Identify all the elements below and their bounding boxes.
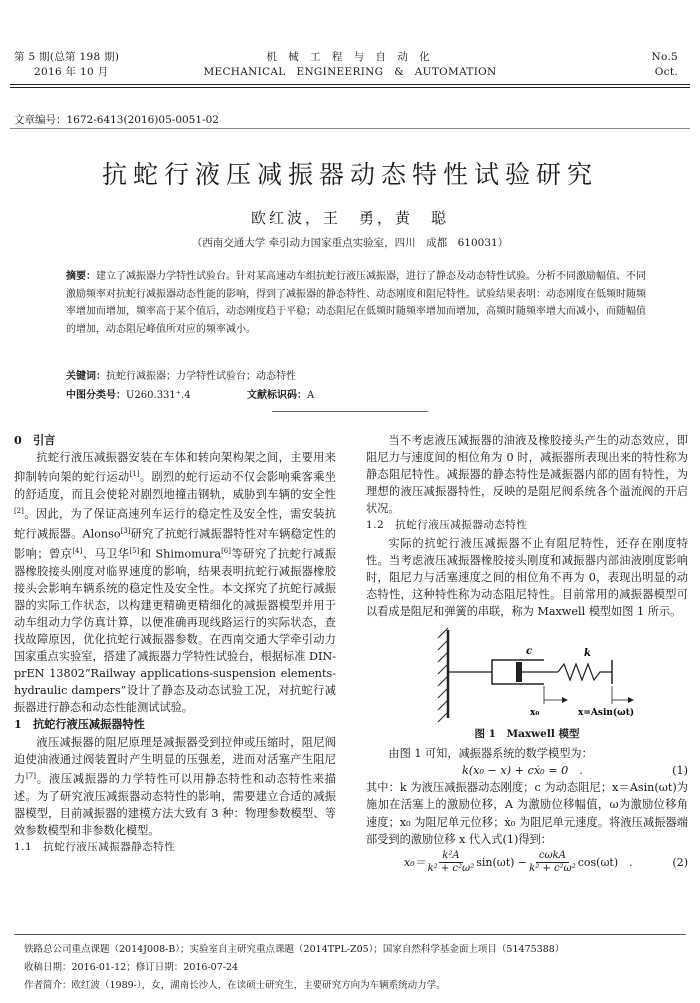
section-1-paragraph [14,734,336,839]
section-0-title: 0 引言 [14,433,56,447]
label-c: c [526,646,533,658]
fraction-1-denominator: k² + c²ω² [427,862,475,874]
classification-code: U260.331⁺.4 [126,390,191,401]
spring-element [558,660,612,684]
fraction-2-denominator: k² + c²ω² [529,862,576,874]
maxwell-diagram [366,624,688,724]
article-rule [10,128,690,129]
ref-4[interactable]: [4] [72,546,83,555]
classification-label: 中图分类号： [66,390,126,401]
keywords-label: 关键词： [66,371,106,382]
issue-no-en: No.5 [651,51,678,63]
fraction-1-numerator: k²A [439,850,462,863]
damper-element [492,660,558,684]
section-1-2-paragraph: 实际的抗蛇行液压减振器不止有阻尼特性，还存在刚度特性。当考虑液压减振器橡胶接头刚度和减振器内部油液刚度影响时，阻尼力与活塞速度之间的相位角不再为 0，表现出明显的动态特性，这种特性称为动态阻尼特性。目前常用的减振器模型可以看成是阻尼和弹簧的串联，称为 Maxwell 模型如图 1 所示。 [366,536,688,618]
equation-2-mid: sin(ωt) − [476,855,528,869]
equation-2 [366,850,688,875]
wall [438,628,448,722]
text-run: 。剧烈的蛇行运动不仅会影响乘客乘坐的舒适度，而且会使轮对剧烈地撞击钢轨，威胁到车辆的安全性 [14,470,336,502]
doc-code-label: 文献标识码： [246,390,307,401]
keywords [66,367,296,382]
issue-number: 第 5 期(总第 198 期) [14,51,120,63]
left-column [14,432,336,856]
equation-2-end: cos(ωt) . [577,855,633,869]
text-run: 和 Shimomura [139,547,222,561]
label-k: k [584,648,591,660]
text-run: 研究了抗蛇行减振器特性对车辆稳定性的影响；曾京 [14,527,336,561]
paragraph-after-figure: 由图 1 可知，减振器系统的数学模型为： [388,747,593,761]
maxwell-model-figure [366,624,688,724]
text-run: 。因此，为了保证高速列车运行的稳定性及安全性，需安装抗蛇行减振器。Alonso [14,507,336,541]
abstract [66,268,650,338]
text-run: 。液压减振器的力学特性可以用静态特性和动态特性来描述。为了研究液压减振器动态特性的影响，需要建立合适的减振器模型，目前减振器的建模方法大致有 3 种：物理参数模型、等效参数模型和非参数化模型。 [14,772,336,837]
section-0-paragraph [14,449,336,716]
equation-explanation: 其中：k 为液压减振器动态刚度；c 为动态阻尼；x＝Asin(ωt)为施加在活塞上的激励位移，A 为激励位移幅值，ω为激励位移角速度；x₀ 为阻尼单元位移；ẋ₀ 为阻尼单元速度。将液压减振器端部受到的激励位移 x 代入式(1)得到： [366,781,688,846]
header-rule-top [10,84,690,85]
footer-rule [14,934,686,935]
equation-1 [366,762,688,779]
section-1-1-title: 1.1 抗蛇行液压减振器静态特性 [14,840,176,853]
ref-2[interactable]: [2] [14,507,24,516]
text-run: 等研究了抗蛇行减振器橡胶接头刚度对临界速度的影响，结果表明抗蛇行减振器橡胶接头会影响车辆系统的稳定性及安全性。本文探究了抗蛇行减振器的实际工作状态，以构建更精确更精细化的减振器模型并用于动车组动力学仿真计算，以便准确再现线路运行的实际状态，查找故障原因，优化抗蛇行减振器参数。在西南交通大学牵引动力国家重点实验室，搭建了减振器力学特性试验台，根据标准 DIN-prEN 13802“Railway applications-suspension elements-hydraulic dampers”设计了静态及动态试验工况，对抗蛇行减振器进行静态和动态性能测试试验。 [14,547,336,715]
article-number: 文章编号：1672-6413(2016)05-0051-02 [14,114,219,126]
classification [66,386,314,401]
label-x0: x₀ [530,708,540,719]
issue-date: 2016 年 10 月 [34,66,109,78]
ref-3[interactable]: [3] [120,526,131,535]
abstract-text: 建立了减振器力学特性试验台。针对某高速动车组抗蛇行液压减振器，进行了静态及动态特性试验。分析不同激励幅值、不同激励频率对抗蛇行减振器动态性能的影响，得到了减振器的静态特性、动态刚度和阻尼特性。试验结果表明：动态刚度在低频时随频率增加而增加，频率高于某个值后，动态刚度趋于平稳；动态阻尼在低频时随频率增加而增加，高频时随频率增大而减小，而随幅值的增加，动态阻尼峰值所对应的频率减小。 [66,271,646,335]
ref-7[interactable]: [7] [26,771,36,780]
ref-5[interactable]: [5] [129,546,140,555]
fraction-2-numerator: cωkA [536,850,569,863]
abstract-label: 摘要： [66,271,96,282]
equation-1-number: (1) [672,764,688,778]
doc-code: A [306,390,315,401]
affiliation: （西南交通大学 牵引动力国家重点实验室，四川 成都 610031） [191,237,509,249]
x-arrowhead [628,697,634,703]
label-x: x=Asin(ωt) [578,708,635,719]
ref-1[interactable]: [1] [129,470,140,479]
journal-name-en: MECHANICAL ENGINEERING & AUTOMATION [203,66,497,78]
equation-2-fraction-1 [428,850,475,875]
equation-1-body: k(x₀ − x) + cẋ₀ = 0 . [462,764,583,778]
equation-2-number: (2) [672,855,688,869]
x0-arrowhead [562,697,568,703]
right-column [366,432,688,875]
equation-2-fraction-2 [529,850,576,875]
section-1-2-title: 1.2 抗蛇行液压减振器动态特性 [366,519,528,532]
issue-month-en: Oct. [654,66,678,78]
equation-2-lhs: x₀＝ [404,855,426,869]
text-run: 抗蛇行液压减振器安装在车体和转向架构架之间，主要用来抑制转向架的蛇行运动 [14,451,336,484]
page-title: 抗蛇行液压减振器动态特性试验研究 [101,160,598,189]
received-date: 收稿日期：2016-01-12；修订日期：2016-07-24 [24,962,239,973]
text-run: 、马卫华 [82,547,130,561]
ref-6[interactable]: [6] [221,546,231,555]
abstract-divider [272,411,428,412]
authors: 欧红波，王 勇，黄 聪 [250,209,449,227]
header-rule-bottom [10,87,690,88]
author-bio: 作者简介：欧红波（1989-），女，湖南长沙人，在读硕士研究生，主要研究方向为车辆系统动力学。 [24,980,446,991]
section-1-title: 1 抗蛇行液压减振器特性 [14,717,145,732]
journal-name-cn: 机 械 工 程 与 自 动 化 [266,51,434,63]
funding-note: 铁路总公司重点课题（2014J008-B）；实验室自主研究重点课题（2014TPL-Z05）；国家自然科学基金面上项目（51475388） [24,944,565,955]
text-run: 液压减振器的阻尼原理是减振器受到拉伸或压缩时，阻尼阀迫使油液通过阀装置时产生明显的压强差，进而对活塞产生阻尼力 [14,735,336,786]
section-1-1-paragraph: 当不考虑液压减振器的油液及橡胶接头产生的动态效应，即阻尼力与速度间的相位角为 0 时，减振器所表现出来的特性称为静态阻尼特性。减振器的静态特性是减振器内部的固有特性，为理想的液压减振器特性，反映的是阻尼阀系统各个溢流阀的开启状况。 [366,434,688,516]
figure-caption: 图 1 Maxwell 模型 [474,728,580,741]
keywords-text: 抗蛇行减振器；力学特性试验台；动态特性 [106,371,296,382]
